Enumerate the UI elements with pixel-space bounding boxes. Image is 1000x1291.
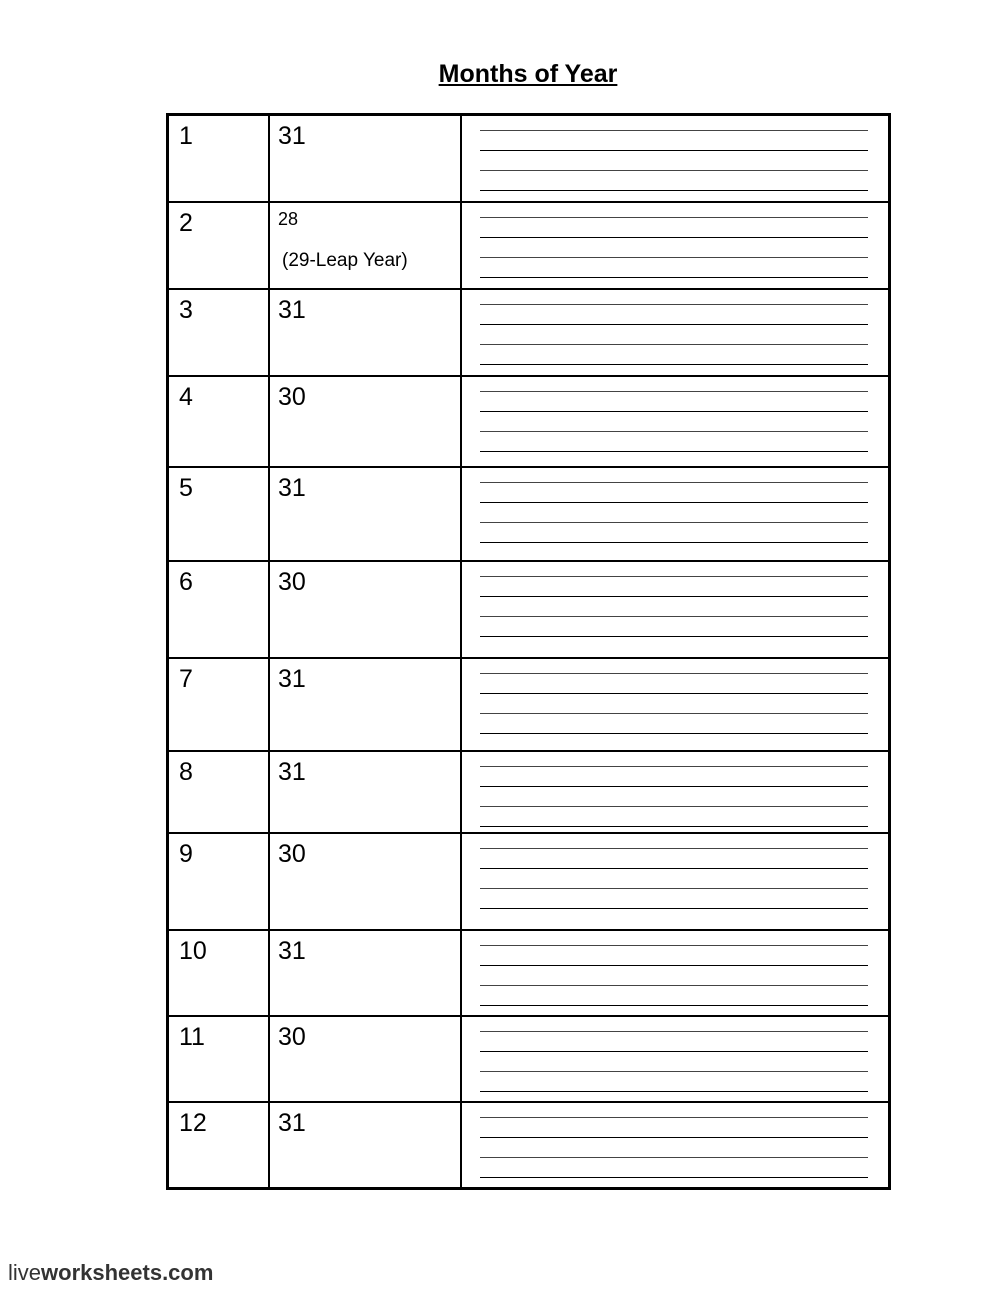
writing-line: [480, 451, 868, 452]
writing-line: [480, 190, 868, 191]
writing-line: [480, 1071, 868, 1072]
writing-line: [480, 908, 868, 909]
days-value: 31: [278, 295, 306, 324]
month-number: 2: [168, 202, 270, 289]
writing-line: [480, 170, 868, 171]
leap-year-note: (29-Leap Year): [282, 249, 408, 271]
writing-line: [480, 1157, 868, 1158]
writing-line: [480, 713, 868, 714]
writing-lines: [480, 1031, 868, 1111]
writing-lines: [480, 482, 868, 562]
month-name-answer-field[interactable]: [461, 376, 890, 467]
writing-line: [480, 217, 868, 218]
writing-lines: [480, 673, 868, 753]
days-cell: [269, 376, 461, 467]
table-row: [168, 833, 890, 929]
month-name-answer-field[interactable]: [461, 202, 890, 289]
table-row: [168, 561, 890, 658]
logo-brand: worksheets.com: [41, 1260, 214, 1285]
writing-lines: [480, 130, 868, 210]
writing-line: [480, 130, 868, 131]
month-number: 7: [168, 658, 270, 751]
site-logo: [8, 1260, 213, 1286]
writing-line: [480, 391, 868, 392]
days-value: 30: [278, 840, 306, 869]
writing-line: [480, 277, 868, 278]
month-number: 12: [168, 1102, 270, 1188]
days-value: 30: [278, 1022, 306, 1051]
days-value: 31: [278, 1109, 306, 1138]
writing-line: [480, 766, 868, 767]
table-row: [168, 467, 890, 560]
writing-line: [480, 673, 868, 674]
days-cell: [269, 1102, 461, 1188]
writing-line: [480, 945, 868, 946]
page-title: Months of Year: [438, 60, 618, 88]
writing-lines: [480, 848, 868, 928]
table-row: [168, 930, 890, 1016]
days-cell: [269, 930, 461, 1016]
writing-lines: [480, 1117, 868, 1197]
writing-line: [480, 482, 868, 483]
writing-line: [480, 324, 868, 325]
writing-line: [480, 431, 868, 432]
table-row: [168, 115, 890, 202]
writing-line: [480, 1117, 868, 1118]
writing-line: [480, 985, 868, 986]
days-cell: [269, 289, 461, 376]
days-cell: [269, 658, 461, 751]
writing-line: [480, 733, 868, 734]
writing-line: [480, 344, 868, 345]
days-cell: [269, 751, 461, 833]
writing-line: [480, 1091, 868, 1092]
table-row: [168, 658, 890, 751]
writing-line: [480, 1051, 868, 1052]
days-cell: [269, 833, 461, 929]
writing-line: [480, 150, 868, 151]
writing-line: [480, 965, 868, 966]
writing-lines: [480, 304, 868, 384]
month-number: 6: [168, 561, 270, 658]
writing-lines: [480, 576, 868, 656]
month-name-answer-field[interactable]: [461, 930, 890, 1016]
writing-line: [480, 411, 868, 412]
writing-line: [480, 1005, 868, 1006]
month-number: 1: [168, 115, 270, 202]
writing-line: [480, 522, 868, 523]
writing-lines: [480, 945, 868, 1025]
month-number: 11: [168, 1016, 270, 1102]
month-name-answer-field[interactable]: [461, 467, 890, 560]
writing-line: [480, 502, 868, 503]
writing-line: [480, 616, 868, 617]
month-number: 4: [168, 376, 270, 467]
month-name-answer-field[interactable]: [461, 751, 890, 833]
table-row: [168, 1102, 890, 1188]
month-name-answer-field[interactable]: [461, 1102, 890, 1188]
month-number: 3: [168, 289, 270, 376]
days-value: 31: [278, 474, 306, 503]
month-name-answer-field[interactable]: [461, 1016, 890, 1102]
logo-prefix: live: [8, 1260, 42, 1285]
month-name-answer-field[interactable]: [461, 833, 890, 929]
writing-line: [480, 1137, 868, 1138]
days-value: 30: [278, 567, 306, 596]
days-cell: [269, 561, 461, 658]
days-value: 31: [278, 664, 306, 693]
table-row: [168, 289, 890, 376]
days-cell: [269, 115, 461, 202]
table-row: [168, 202, 890, 289]
writing-line: [480, 786, 868, 787]
writing-line: [480, 364, 868, 365]
writing-line: [480, 1031, 868, 1032]
days-value: 31: [278, 122, 306, 150]
writing-line: [480, 693, 868, 694]
month-name-answer-field[interactable]: [461, 289, 890, 376]
writing-line: [480, 237, 868, 238]
writing-line: [480, 806, 868, 807]
days-value: 31: [278, 936, 306, 965]
writing-line: [480, 888, 868, 889]
writing-line: [480, 596, 868, 597]
table-row: [168, 1016, 890, 1102]
month-name-answer-field[interactable]: [461, 115, 890, 202]
month-number: 10: [168, 930, 270, 1016]
month-number: 9: [168, 833, 270, 929]
writing-lines: [480, 391, 868, 471]
writing-line: [480, 542, 868, 543]
months-table: [166, 113, 891, 1190]
days-value: 30: [278, 383, 306, 412]
days-cell: [269, 467, 461, 560]
writing-line: [480, 848, 868, 849]
writing-line: [480, 868, 868, 869]
month-number: 8: [168, 751, 270, 833]
writing-line: [480, 576, 868, 577]
days-value: 28: [278, 208, 299, 229]
table-row: [168, 751, 890, 833]
month-name-answer-field[interactable]: [461, 658, 890, 751]
writing-line: [480, 636, 868, 637]
days-cell: [269, 202, 461, 289]
writing-line: [480, 304, 868, 305]
month-name-answer-field[interactable]: [461, 561, 890, 658]
writing-lines: [480, 217, 868, 297]
writing-line: [480, 826, 868, 827]
days-value: 31: [278, 758, 306, 787]
writing-line: [480, 1177, 868, 1178]
days-cell: [269, 1016, 461, 1102]
table-row: [168, 376, 890, 467]
month-number: 5: [168, 467, 270, 560]
writing-line: [480, 257, 868, 258]
